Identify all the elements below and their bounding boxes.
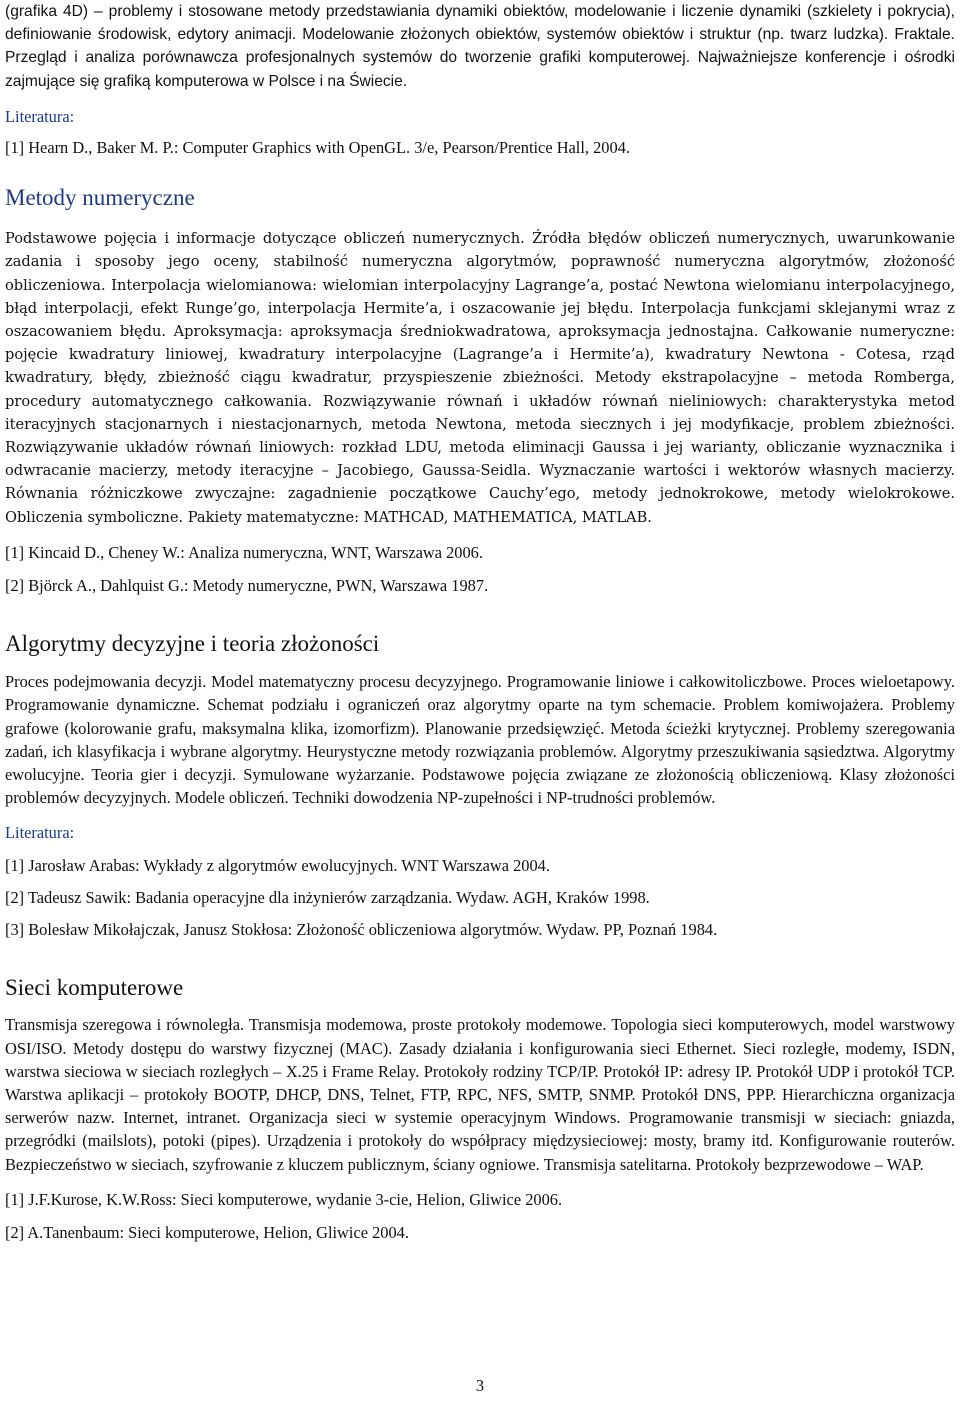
intro-paragraph: (grafika 4D) – problemy i stosowane metody przedstawiania dynamiki obiektów, modelowanie i liczenie dynamiki (szkielety i pokrycia), definiowanie środowisk, edytory animacji. Modelowanie złożonych obiektów, systemów obiektów i struktur (np. twarz ludzka). Fraktale. Przegląd i analiza porównawcza profesjonalnych systemów do tworzenie grafiki komputerowej. Najważniejsze konferencje i ośrodki zajmujące się grafiką komputerowa w Polsce i na Świecie.: [5, 3, 955, 90]
literature-label: Literatura:: [5, 823, 75, 843]
reference-item: [2] A.Tanenbaum: Sieci komputerowe, Helion, Gliwice 2004.: [5, 1222, 409, 1242]
section-title-algorytmy: Algorytmy decyzyjne i teoria złożoności: [5, 631, 380, 657]
reference-item: [3] Bolesław Mikołajczak, Janusz Stokłosa: Złożoność obliczeniowa algorytmów. Wydaw. PP, Poznań 1984.: [5, 920, 718, 940]
metody-paragraph: Podstawowe pojęcia i informacje dotyczące obliczeń numerycznych. Źródła błędów obliczeń numerycznych, uwarunkowanie zadania i sposoby jego oceny, stabilność numeryczna algorytmów, poprawność numeryczna algorytmów, złożoność obliczeniowa. Interpolacja wielomianowa: wielomian interpolacyjny Lagrange’a, postać Newtona wielomianu interpolacyjnego, błąd interpolacji, efekt Runge’go, interpolacja Hermite’a, i oszacowanie jej błędu. Interpolacja funkcjami sklejanymi wraz z oszacowaniem błędu. Aproksymacja: aproksymacja średniokwadratowa, aproksymacja jednostajna. Całkowanie numeryczne: pojęcie kwadratury liniowej, kwadratury interpolacyjne (Lagrange’a i Hermite’a), kwadratury Newtona - Cotesa, rząd kwadratury, błędy, zbieżność ciągu kwadratur, przyspieszenie zbieżności. Metody ekstrapolacyjne – metoda Romberga, procedury automatycznego całkowania. Rozwiązywanie równań i układów równań nieliniowych: charakterystyka metod iteracyjnych stacjonarnych i niestacjonarnych, metoda Newtona, metoda siecznych i jej modyfikacje, problem zbieżności. Rozwiązywanie układów równań liniowych: rozkład LDU, metoda eliminacji Gaussa i jej warianty, obliczanie wyznacznika i odwracanie macierzy, metody iteracyjne – Jacobiego, Gaussa-Seidla. Wyznaczanie wartości i wektorów własnych macierzy. Równania różniczkowe zwyczajne: zagadnienie początkowe Cauchy’ego, metody jednokrokowe, metody wielokrokowe. Obliczenia symboliczne. Pakiety matematyczne: MATHCAD, MATHEMATICA, MATLAB.: [5, 230, 955, 526]
reference-item: [2] Björck A., Dahlquist G.: Metody numeryczne, PWN, Warszawa 1987.: [5, 576, 489, 596]
document-page: [5, 0, 955, 1244]
reference-item: [1] Hearn D., Baker M. P.: Computer Graphics with OpenGL. 3/e, Pearson/Prentice Hall, 2004.: [5, 138, 630, 158]
algorytmy-paragraph: Proces podejmowania decyzji. Model matematyczny procesu decyzyjnego. Programowanie liniowe i całkowitoliczbowe. Proces wieloetapowy. Programowanie dynamiczne. Schemat podziału i ograniczeń oraz algorytmy oparte na tym schemacie. Problem komiwojażera. Problemy grafowe (kolorowanie grafu, maksymalna klika, izomorfizm). Planowanie przedsięwzięć. Metoda ścieżki krytycznej. Problemy szeregowania zadań, ich klasyfikacja i wybrane algorytmy. Heurystyczne metody rozwiązania problemów. Algorytmy przeszukiwania sąsiedztwa. Algorytmy ewolucyjne. Teoria gier i decyzji. Symulowane wyżarzanie. Podstawowe pojęcia związane ze złożonością obliczeniową. Klasy złożoności problemów decyzyjnych. Modele obliczeń. Techniki dowodzenia NP-zupełności i NP-trudności problemów.: [5, 672, 955, 808]
reference-item: [2] Tadeusz Sawik: Badania operacyjne dla inżynierów zarządzania. Wydaw. AGH, Kraków 1998.: [5, 887, 650, 907]
section-title-sieci: Sieci komputerowe: [5, 975, 184, 1001]
reference-item: [1] J.F.Kurose, K.W.Ross: Sieci komputerowe, wydanie 3-cie, Helion, Gliwice 2006.: [5, 1189, 563, 1209]
section-title-metody: Metody numeryczne: [5, 185, 195, 211]
reference-item: [1] Kincaid D., Cheney W.: Analiza numeryczna, WNT, Warszawa 2006.: [5, 542, 483, 562]
sieci-paragraph: Transmisja szeregowa i równoległa. Transmisja modemowa, proste protokoły modemowe. Topologia sieci komputerowych, model warstwowy OSI/ISO. Metody dostępu do warstwy fizycznej (MAC). Zasady działania i konfigurowania sieci Ethernet. Sieci rozległe, modemy, ISDN, warstwa sieciowa w sieciach rozległych – X.25 i Frame Relay. Protokoły rodziny TCP/IP. Protokół IP: adresy IP. Protokół UDP i protokół TCP. Warstwa aplikacji – protokoły BOOTP, DHCP, DNS, Telnet, FTP, RPC, NFS, SMTP, SNMP. Protokół DNS, PPP. Hierarchiczna organizacja serwerów nazw. Internet, intranet. Organizacja sieci w systemie operacyjnym Windows. Programowanie transmisji w sieciach: gniazda, przegródki (mailslots), potoki (pipes). Urządzenia i protokoły do współpracy międzysieciowej: mosty, bramy itd. Konfigurowanie routerów. Bezpieczeństwo w sieciach, szyfrowanie z kluczem publicznym, ściany ogniowe. Transmisja satelitarna. Protokoły bezprzewodowe – WAP.: [5, 1015, 955, 1174]
reference-item: [1] Jarosław Arabas: Wykłady z algorytmów ewolucyjnych. WNT Warszawa 2004.: [5, 855, 550, 875]
literature-label: Literatura:: [5, 106, 75, 126]
page-number: 3: [475, 1376, 485, 1395]
